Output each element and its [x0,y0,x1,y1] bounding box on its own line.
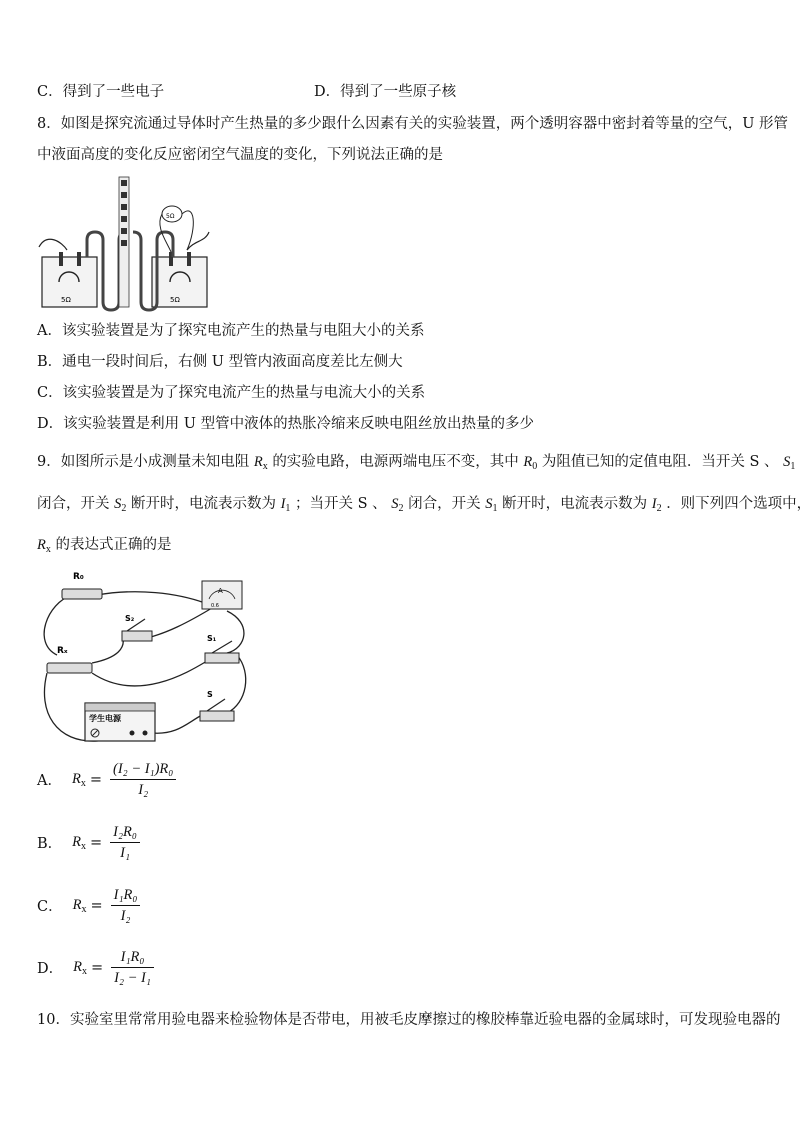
q9-circuit-figure [37,563,252,748]
q9-option-b: B． $R_x$ = $\frac{\text{I₂R₀}}{\text{I₁}}$ [37,823,140,862]
q8-option-c: C．该实验装置是为了探究电流产生的热量与电流大小的关系 [37,385,426,401]
q9-meter-scale: 0.6 [211,603,219,609]
q9-s-label: S [207,690,213,699]
s1-symbol: $S_1$ [783,454,796,472]
q9-option-a: A． $R_x$ = $\frac{\text{(I₂ − I₁)R₀}}{\text{I₂}}$ [37,760,176,799]
q9-s1-label: S₁ [207,634,217,643]
q9-stem-line1: 9．如图所示是小成测量未知电阻 $R_x$ 的实验电路，电源两端电压不变，其中 $R_0$ 为阻值已知的定值电阻．当开关 S 、 $S_1$ [37,454,796,472]
q8-option-d: D．该实验装置是利用 U 型管中液体的热胀冷缩来反映电阻丝放出热量的多少 [37,416,535,432]
q9-s2-label: S₂ [125,614,135,623]
q9-power-supply-label: 学生电源 [89,714,121,723]
q7-option-c: C．得到了一些电子 [37,84,165,100]
q8-stem-line1: 8．如图是探究流通过导体时产生热量的多少跟什么因素有关的实验装置，两个透明容器中密封着等量的空气，U 形管 [37,116,789,132]
q7-option-d: D．得到了一些原子核 [314,84,457,100]
q8-stem-line2: 中液面高度的变化反应密闭空气温度的变化，下列说法正确的是 [37,147,443,163]
q9-r0-label: R₀ [73,572,84,582]
q8-top-resistor-label: 5Ω [166,213,175,220]
r0-symbol: $R_0$ [523,454,538,472]
q9-option-d: D． $R_x$ = $\frac{\text{I₁R₀}}{\text{I₂ − I₁}}$ [37,948,154,987]
q8-apparatus-figure [37,172,212,312]
q8-option-a: A．该实验装置是为了探究电流产生的热量与电阻大小的关系 [37,323,425,339]
q8-right-resistor-label: 5Ω [170,296,180,304]
q9-option-c: C． $R_x$ = $\frac{\text{I₁R₀}}{\text{I₂}}$ [37,886,140,925]
q8-left-resistor-label: 5Ω [61,296,71,304]
q8-option-b: B．通电一段时间后，右侧 U 型管内液面高度差比左侧大 [37,354,403,370]
q9-stem-line2: 闭合，开关 $S_2$ 断开时，电流表示数为 $I_1$ ；当开关 S 、 $S_2$ 闭合，开关 $S_1$ 断开时，电流表示数为 $I_2$ ．则下列四个选项中， [37,496,811,514]
rx-symbol: $R_x$ [253,454,268,472]
q9-rx-label: Rₓ [57,646,68,656]
q10-stem-line1: 10．实验室里常常用验电器来检验物体是否带电，用被毛皮摩擦过的橡胶棒靠近验电器的金属球时，可发现验电器的 [37,1012,781,1028]
q9-stem-line3: $R_x$ 的表达式正确的是 [37,537,172,555]
q9-meter-label: A [218,587,223,595]
